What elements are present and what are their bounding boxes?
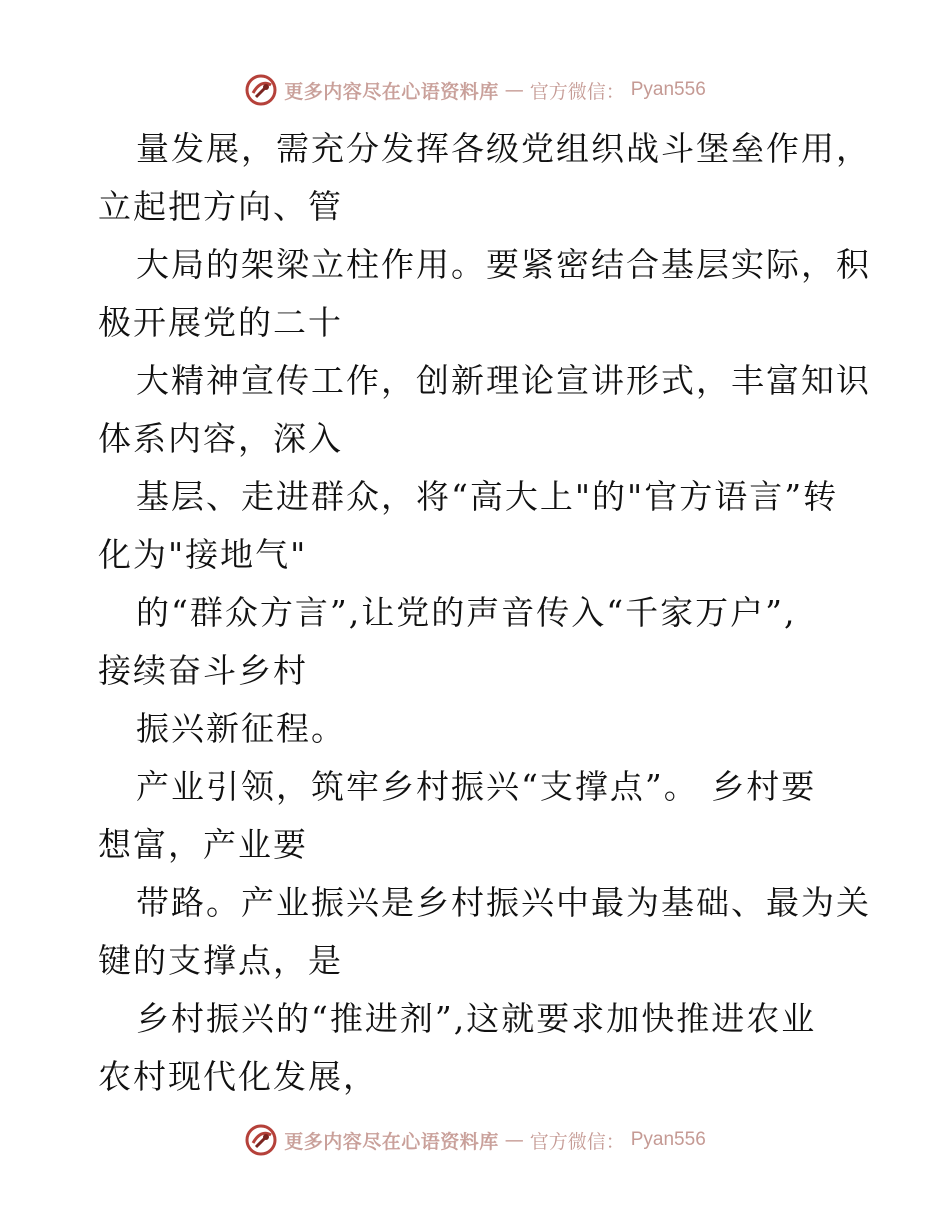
logo-icon: [244, 73, 278, 107]
text-line: 想富，产业要: [98, 825, 308, 864]
banner-label: 官方微信：: [529, 1130, 625, 1153]
text-line: 产业引领，筑牢乡村振兴“支撑点”。 乡村要: [136, 767, 817, 806]
text-line: 化为"接地气": [98, 535, 308, 574]
text-line: 的“群众方言”,让党的声音传入“千家万户”,: [136, 593, 797, 632]
banner-wechat-id: Pyan556: [630, 1129, 706, 1150]
text-line: 量发展，需充分发挥各级党组织战斗堡垒作用，: [136, 129, 871, 168]
footer-banner: [0, 1120, 950, 1160]
text-line: 大精神宣传工作，创新理论宣讲形式，丰富知识: [136, 361, 871, 400]
text-line: 极开展党的二十: [98, 303, 343, 342]
text-line: 接续奋斗乡村: [98, 651, 308, 690]
banner-title: 更多内容尽在心语资料库: [284, 80, 499, 103]
text-line: 振兴新征程。: [136, 709, 346, 748]
text-line: 带路。产业振兴是乡村振兴中最为基础、最为关: [136, 883, 871, 922]
banner-title: 更多内容尽在心语资料库: [284, 1130, 499, 1153]
text-line: 乡村振兴的“推进剂”,这就要求加快推进农业: [136, 999, 817, 1038]
logo-icon: [244, 1123, 278, 1157]
text-line: 立起把方向、管: [98, 187, 343, 226]
header-banner: [0, 70, 950, 110]
text-line: 基层、走进群众，将“高大上"的"官方语言”转: [136, 477, 839, 516]
banner-separator: —: [504, 79, 524, 101]
banner-label: 官方微信：: [529, 80, 625, 103]
text-line: 农村现代化发展，: [98, 1057, 378, 1096]
banner-separator: —: [504, 1129, 524, 1151]
document-body: [98, 120, 871, 1106]
text-line: 键的支撑点，是: [98, 941, 343, 980]
text-line: 大局的架梁立柱作用。要紧密结合基层实际，积: [136, 245, 871, 284]
text-line: 体系内容，深入: [98, 419, 343, 458]
banner-wechat-id: Pyan556: [630, 79, 706, 100]
